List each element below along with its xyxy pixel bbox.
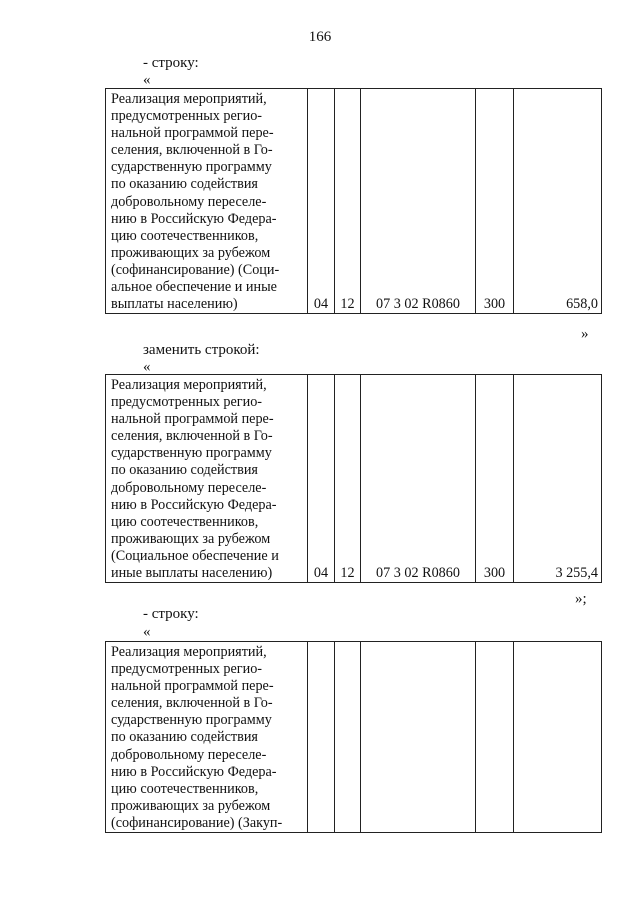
table-row: [106, 89, 602, 314]
row-name-cell: [106, 89, 308, 314]
name-line: селения, включенной в Го-: [111, 695, 273, 712]
name-line: сударственную программу: [111, 712, 272, 729]
name-line: предусмотренных регио-: [111, 108, 263, 125]
name-line: (Социальное обеспечение и: [111, 547, 279, 564]
name-line: нию в Российскую Федера-: [111, 763, 277, 780]
budget-table-replacement: [105, 374, 602, 583]
name-line: иные выплаты населению): [111, 565, 273, 582]
subsection-code-cell: 12: [335, 89, 361, 314]
row-name-cell: [106, 642, 308, 833]
target-article-cell: [361, 642, 476, 833]
amount-cell: 658,0: [514, 89, 602, 314]
table-row: [106, 375, 602, 583]
target-article-cell: 07 3 02 R0860: [361, 89, 476, 314]
name-line: Реализация мероприятий,: [111, 377, 267, 393]
amount-cell: 3 255,4: [514, 375, 602, 583]
name-line: добровольному переселе-: [111, 479, 267, 496]
name-line: цию соотечественников,: [111, 780, 259, 797]
budget-table-next: [105, 641, 602, 833]
name-line: предусмотренных регио-: [111, 661, 263, 678]
name-line: проживающих за рубежом: [111, 797, 271, 814]
subsection-code-cell: 12: [335, 375, 361, 583]
expense-type-cell: 300: [476, 375, 514, 583]
open-quote: «: [143, 624, 151, 640]
name-line: нию в Российскую Федера-: [111, 210, 277, 227]
name-line: проживающих за рубежом: [111, 530, 271, 547]
open-quote: «: [143, 359, 151, 375]
name-line: выплаты населению): [111, 296, 238, 313]
block-intro: - строку:: [143, 55, 199, 71]
amount-cell: [514, 642, 602, 833]
expense-type-cell: 300: [476, 89, 514, 314]
name-line: нальной программой пере-: [111, 125, 274, 142]
section-code-cell: [308, 642, 335, 833]
name-line: по оказанию содействия: [111, 729, 258, 746]
open-quote: «: [143, 72, 151, 88]
table-row: [106, 642, 602, 833]
block-intro: - строку:: [143, 606, 199, 622]
name-line: нальной программой пере-: [111, 411, 274, 428]
name-line: цию соотечественников,: [111, 513, 259, 530]
name-line: селения, включенной в Го-: [111, 142, 273, 159]
name-line: сударственную программу: [111, 159, 272, 176]
name-line: проживающих за рубежом: [111, 244, 271, 261]
name-line: альное обеспечение и иные: [111, 279, 277, 296]
name-line: по оказанию содействия: [111, 176, 258, 193]
name-line: добровольному переселе-: [111, 193, 267, 210]
subsection-code-cell: [335, 642, 361, 833]
budget-table-original: [105, 88, 602, 314]
row-name-cell: [106, 375, 308, 583]
name-line: предусмотренных регио-: [111, 394, 263, 411]
name-line: селения, включенной в Го-: [111, 428, 273, 445]
section-code-cell: 04: [308, 89, 335, 314]
name-line: сударственную программу: [111, 445, 272, 462]
name-line: цию соотечественников,: [111, 227, 259, 244]
name-line: добровольному переселе-: [111, 746, 267, 763]
name-line: Реализация мероприятий,: [111, 91, 267, 107]
name-line: (софинансирование) (Соци-: [111, 261, 280, 278]
expense-type-cell: [476, 642, 514, 833]
name-line: нию в Российскую Федера-: [111, 496, 277, 513]
section-code-cell: 04: [308, 375, 335, 583]
close-quote: »;: [575, 591, 587, 607]
name-line: по оказанию содействия: [111, 462, 258, 479]
name-line: нальной программой пере-: [111, 678, 274, 695]
close-quote: »: [581, 326, 589, 342]
page-number: 166: [308, 29, 332, 45]
block-intro: заменить строкой:: [143, 342, 260, 358]
name-line: Реализация мероприятий,: [111, 644, 267, 660]
target-article-cell: 07 3 02 R0860: [361, 375, 476, 583]
name-line: (софинансирование) (Закуп-: [111, 814, 283, 831]
